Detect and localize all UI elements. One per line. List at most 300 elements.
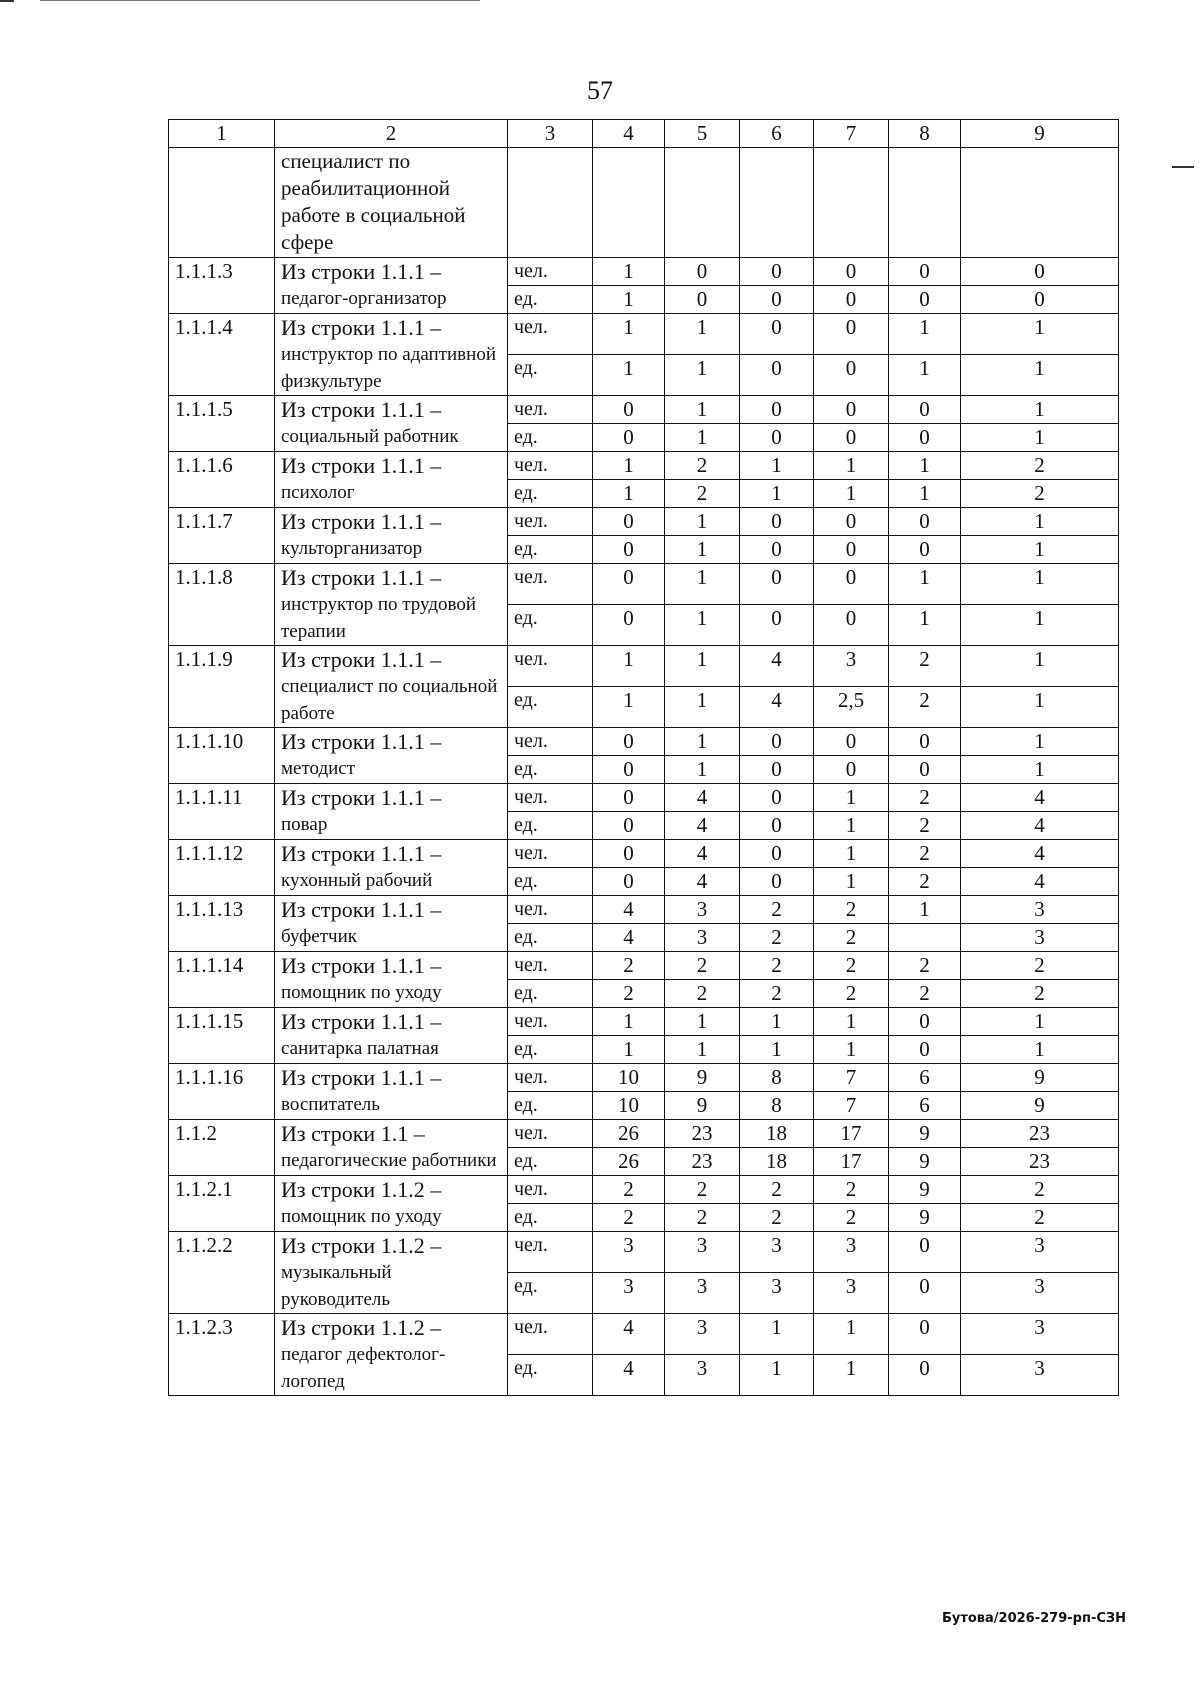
value-cell: 1 — [593, 258, 665, 286]
row-title: Из строки 1.1.1 – — [281, 397, 442, 422]
value-cell: 6 — [889, 1092, 961, 1120]
value-cell: 0 — [814, 258, 889, 286]
table-row — [169, 1176, 1119, 1204]
value-cell: 2 — [593, 952, 665, 980]
value-cell: 4 — [665, 840, 740, 868]
value-cell: 0 — [665, 286, 740, 314]
row-title: Из строки 1.1.1 – — [281, 785, 442, 810]
value-cell: 0 — [593, 868, 665, 896]
value-cell: 0 — [740, 258, 814, 286]
value-cell: 17 — [814, 1148, 889, 1176]
row-code: 1.1.1.5 — [169, 396, 275, 452]
unit-cell: ед. — [508, 756, 593, 784]
value-cell: 1 — [961, 646, 1119, 687]
unit-cell: чел. — [508, 952, 593, 980]
value-cell: 2 — [740, 924, 814, 952]
value-cell: 2 — [889, 812, 961, 840]
value-cell: 0 — [740, 314, 814, 355]
value-cell: 1 — [665, 536, 740, 564]
value-cell: 3 — [740, 1273, 814, 1314]
value-cell: 0 — [814, 536, 889, 564]
table-row — [169, 1064, 1119, 1092]
value-cell: 0 — [889, 1008, 961, 1036]
value-cell: 1 — [593, 1008, 665, 1036]
row-title: Из строки 1.1.1 – — [281, 953, 442, 978]
row-code: 1.1.1.14 — [169, 952, 275, 1008]
value-cell: 0 — [889, 508, 961, 536]
value-cell: 1 — [740, 1355, 814, 1396]
value-cell: 2 — [665, 980, 740, 1008]
value-cell: 0 — [593, 536, 665, 564]
value-cell: 0 — [740, 355, 814, 396]
table-row — [169, 1232, 1119, 1273]
value-cell: 1 — [593, 646, 665, 687]
value-cell: 1 — [961, 1008, 1119, 1036]
value-cell: 1 — [665, 605, 740, 646]
table-row — [169, 564, 1119, 605]
value-cell: 1 — [961, 756, 1119, 784]
value-cell: 2 — [889, 646, 961, 687]
row-code: 1.1.1.15 — [169, 1008, 275, 1064]
value-cell: 4 — [665, 812, 740, 840]
table-row — [169, 952, 1119, 980]
scan-artifact-right-dash — [1172, 166, 1194, 168]
value-cell: 0 — [593, 396, 665, 424]
row-code: 1.1.1.10 — [169, 728, 275, 784]
unit-cell: чел. — [508, 1232, 593, 1273]
value-cell: 0 — [889, 424, 961, 452]
value-cell: 10 — [593, 1092, 665, 1120]
value-cell: 2 — [961, 1176, 1119, 1204]
value-cell — [889, 148, 961, 258]
row-code: 1.1.1.16 — [169, 1064, 275, 1120]
value-cell: 2 — [889, 687, 961, 728]
column-number: 6 — [740, 120, 814, 148]
unit-cell: чел. — [508, 508, 593, 536]
row-title-cell — [275, 452, 508, 508]
value-cell: 1 — [593, 355, 665, 396]
value-cell — [889, 924, 961, 952]
value-cell: 4 — [961, 812, 1119, 840]
unit-cell: ед. — [508, 812, 593, 840]
row-title-cell — [275, 1176, 508, 1232]
value-cell: 1 — [814, 1008, 889, 1036]
table-row — [169, 784, 1119, 812]
value-cell: 0 — [740, 728, 814, 756]
value-cell: 1 — [814, 868, 889, 896]
scan-artifact-top-rule — [40, 0, 480, 1]
value-cell: 1 — [889, 564, 961, 605]
column-number: 1 — [169, 120, 275, 148]
value-cell: 1 — [665, 355, 740, 396]
row-title: Из строки 1.1.1 – — [281, 315, 442, 340]
unit-cell: чел. — [508, 396, 593, 424]
value-cell: 3 — [665, 924, 740, 952]
value-cell: 2 — [814, 980, 889, 1008]
value-cell: 0 — [593, 840, 665, 868]
table-row — [169, 1314, 1119, 1355]
value-cell: 2 — [740, 952, 814, 980]
row-subtitle: буфетчик — [281, 926, 357, 947]
value-cell: 0 — [814, 605, 889, 646]
value-cell: 3 — [961, 1273, 1119, 1314]
value-cell: 1 — [740, 1008, 814, 1036]
row-subtitle: педагог-организатор — [281, 288, 447, 309]
value-cell: 1 — [593, 286, 665, 314]
column-number: 2 — [275, 120, 508, 148]
value-cell: 0 — [740, 396, 814, 424]
row-title-cell — [275, 784, 508, 840]
value-cell: 17 — [814, 1120, 889, 1148]
table-row — [169, 314, 1119, 355]
table-row — [169, 452, 1119, 480]
value-cell: 1 — [961, 355, 1119, 396]
value-cell: 2 — [961, 452, 1119, 480]
value-cell: 2 — [740, 980, 814, 1008]
table-row — [169, 1120, 1119, 1148]
value-cell: 0 — [593, 728, 665, 756]
value-cell: 0 — [814, 508, 889, 536]
value-cell: 1 — [665, 564, 740, 605]
row-subtitle: санитарка палатная — [281, 1038, 439, 1059]
column-number: 8 — [889, 120, 961, 148]
value-cell: 9 — [889, 1120, 961, 1148]
value-cell: 8 — [740, 1064, 814, 1092]
value-cell: 7 — [814, 1092, 889, 1120]
value-cell: 2 — [814, 896, 889, 924]
row-code: 1.1.1.12 — [169, 840, 275, 896]
row-code: 1.1.1.11 — [169, 784, 275, 840]
value-cell: 1 — [814, 452, 889, 480]
unit-cell: чел. — [508, 784, 593, 812]
row-title-cell — [275, 258, 508, 314]
value-cell: 2 — [593, 1176, 665, 1204]
value-cell: 1 — [961, 536, 1119, 564]
value-cell: 0 — [740, 424, 814, 452]
value-cell: 0 — [889, 258, 961, 286]
value-cell: 0 — [889, 1355, 961, 1396]
value-cell: 1 — [665, 424, 740, 452]
row-title-cell — [275, 646, 508, 728]
value-cell: 0 — [889, 1232, 961, 1273]
value-cell: 1 — [665, 396, 740, 424]
column-number: 3 — [508, 120, 593, 148]
value-cell: 0 — [593, 756, 665, 784]
value-cell: 0 — [961, 286, 1119, 314]
value-cell: 3 — [814, 1273, 889, 1314]
unit-cell: ед. — [508, 980, 593, 1008]
value-cell: 0 — [593, 508, 665, 536]
row-title: Из строки 1.1.1 – — [281, 897, 442, 922]
value-cell: 0 — [889, 1273, 961, 1314]
value-cell: 2 — [740, 1204, 814, 1232]
value-cell — [814, 148, 889, 258]
table-body — [169, 148, 1119, 1396]
value-cell: 9 — [889, 1204, 961, 1232]
value-cell: 3 — [665, 1232, 740, 1273]
value-cell — [593, 148, 665, 258]
value-cell: 3 — [814, 1232, 889, 1273]
row-subtitle: инструктор по трудовой терапии — [281, 594, 477, 642]
unit-cell: ед. — [508, 480, 593, 508]
value-cell: 1 — [961, 1036, 1119, 1064]
table-row — [169, 396, 1119, 424]
unit-cell: чел. — [508, 840, 593, 868]
value-cell: 0 — [593, 605, 665, 646]
value-cell: 1 — [665, 508, 740, 536]
value-cell: 9 — [889, 1148, 961, 1176]
value-cell: 9 — [961, 1064, 1119, 1092]
row-title-cell — [275, 728, 508, 784]
unit-cell: ед. — [508, 1148, 593, 1176]
column-number: 7 — [814, 120, 889, 148]
value-cell: 1 — [889, 452, 961, 480]
row-title: Из строки 1.1.1 – — [281, 509, 442, 534]
value-cell: 4 — [961, 840, 1119, 868]
value-cell: 0 — [889, 396, 961, 424]
value-cell — [961, 148, 1119, 258]
row-title: Из строки 1.1.1 – — [281, 647, 442, 672]
value-cell: 1 — [961, 314, 1119, 355]
value-cell: 0 — [814, 396, 889, 424]
row-code: 1.1.1.4 — [169, 314, 275, 396]
row-subtitle: педагогические работники — [281, 1150, 497, 1171]
value-cell: 1 — [889, 314, 961, 355]
unit-cell: чел. — [508, 1120, 593, 1148]
value-cell: 6 — [889, 1064, 961, 1092]
value-cell: 4 — [593, 1355, 665, 1396]
value-cell: 0 — [740, 840, 814, 868]
unit-cell: ед. — [508, 1273, 593, 1314]
table-row — [169, 258, 1119, 286]
column-number: 9 — [961, 120, 1119, 148]
value-cell: 2 — [889, 840, 961, 868]
row-title: Из строки 1.1.1 – — [281, 453, 442, 478]
table-row — [169, 896, 1119, 924]
row-title: Из строки 1.1 – — [281, 1121, 425, 1146]
row-subtitle: культорганизатор — [281, 538, 423, 559]
value-cell: 1 — [961, 396, 1119, 424]
value-cell: 1 — [889, 480, 961, 508]
value-cell: 0 — [593, 784, 665, 812]
row-title: Из строки 1.1.2 – — [281, 1177, 442, 1202]
value-cell — [665, 148, 740, 258]
row-title-cell — [275, 1232, 508, 1314]
row-code: 1.1.2.2 — [169, 1232, 275, 1314]
value-cell: 1 — [961, 728, 1119, 756]
row-code: 1.1.1.6 — [169, 452, 275, 508]
table-row — [169, 1008, 1119, 1036]
value-cell: 3 — [961, 1355, 1119, 1396]
value-cell: 2 — [961, 480, 1119, 508]
unit-cell: чел. — [508, 452, 593, 480]
value-cell: 2 — [889, 868, 961, 896]
value-cell: 1 — [961, 605, 1119, 646]
table-row — [169, 840, 1119, 868]
unit-cell: ед. — [508, 868, 593, 896]
value-cell: 10 — [593, 1064, 665, 1092]
value-cell: 4 — [740, 687, 814, 728]
value-cell: 2 — [961, 1204, 1119, 1232]
row-code: 1.1.1.9 — [169, 646, 275, 728]
value-cell: 0 — [889, 286, 961, 314]
row-title-cell — [275, 1120, 508, 1176]
value-cell: 1 — [889, 896, 961, 924]
row-title: Из строки 1.1.1 – — [281, 565, 442, 590]
value-cell: 0 — [889, 536, 961, 564]
value-cell: 0 — [814, 286, 889, 314]
table-row — [169, 646, 1119, 687]
value-cell: 1 — [814, 812, 889, 840]
row-code: 1.1.2 — [169, 1120, 275, 1176]
column-number: 5 — [665, 120, 740, 148]
row-code: 1.1.2.3 — [169, 1314, 275, 1396]
value-cell: 1 — [889, 605, 961, 646]
column-number: 4 — [593, 120, 665, 148]
value-cell: 0 — [814, 728, 889, 756]
value-cell: 3 — [665, 1273, 740, 1314]
value-cell: 1 — [665, 728, 740, 756]
unit-cell: чел. — [508, 314, 593, 355]
value-cell: 18 — [740, 1120, 814, 1148]
value-cell: 0 — [814, 314, 889, 355]
value-cell: 1 — [814, 480, 889, 508]
row-subtitle: психолог — [281, 482, 355, 503]
value-cell: 8 — [740, 1092, 814, 1120]
document-reference: Бутова/2026-279-рп-СЗН — [941, 1611, 1126, 1626]
value-cell: 0 — [814, 756, 889, 784]
value-cell: 0 — [593, 424, 665, 452]
value-cell: 0 — [814, 564, 889, 605]
value-cell: 0 — [593, 812, 665, 840]
value-cell: 2 — [889, 980, 961, 1008]
row-subtitle: инструктор по адаптивной физкультуре — [281, 344, 496, 392]
row-code: 1.1.1.3 — [169, 258, 275, 314]
value-cell: 23 — [665, 1148, 740, 1176]
value-cell: 2 — [814, 1176, 889, 1204]
value-cell: 0 — [889, 1314, 961, 1355]
value-cell: 0 — [814, 355, 889, 396]
unit-cell: чел. — [508, 1008, 593, 1036]
value-cell: 1 — [961, 424, 1119, 452]
unit-cell: чел. — [508, 728, 593, 756]
value-cell: 3 — [665, 1355, 740, 1396]
staffing-table — [168, 119, 1119, 1396]
value-cell: 2 — [665, 480, 740, 508]
value-cell: 9 — [961, 1092, 1119, 1120]
row-title-cell — [275, 396, 508, 452]
value-cell: 2,5 — [814, 687, 889, 728]
row-title-cell — [275, 896, 508, 952]
row-title: Из строки 1.1.2 – — [281, 1233, 442, 1258]
unit-cell: чел. — [508, 1176, 593, 1204]
value-cell: 0 — [889, 756, 961, 784]
row-code: 1.1.1.13 — [169, 896, 275, 952]
table-row — [169, 728, 1119, 756]
value-cell: 2 — [665, 952, 740, 980]
unit-cell: ед. — [508, 1036, 593, 1064]
value-cell: 2 — [665, 452, 740, 480]
unit-cell: чел. — [508, 896, 593, 924]
continuation-text: специалист по реабилитационной работе в социальной сфере — [275, 148, 508, 258]
value-cell: 0 — [740, 605, 814, 646]
value-cell: 4 — [593, 1314, 665, 1355]
value-cell: 9 — [665, 1092, 740, 1120]
unit-cell: ед. — [508, 924, 593, 952]
value-cell: 2 — [593, 1204, 665, 1232]
page-number: 57 — [587, 76, 613, 105]
row-code: 1.1.1.8 — [169, 564, 275, 646]
value-cell: 1 — [593, 687, 665, 728]
value-cell: 1 — [961, 687, 1119, 728]
value-cell: 2 — [814, 1204, 889, 1232]
value-cell: 1 — [665, 646, 740, 687]
unit-cell: ед. — [508, 605, 593, 646]
unit-cell: ед. — [508, 1204, 593, 1232]
value-cell: 3 — [665, 1314, 740, 1355]
value-cell: 4 — [961, 784, 1119, 812]
row-title: Из строки 1.1.1 – — [281, 259, 442, 284]
value-cell: 7 — [814, 1064, 889, 1092]
value-cell: 9 — [889, 1176, 961, 1204]
row-subtitle: помощник по уходу — [281, 982, 442, 1003]
unit-cell: ед. — [508, 286, 593, 314]
row-code-cell — [169, 148, 275, 258]
value-cell: 3 — [665, 896, 740, 924]
value-cell: 1 — [814, 1314, 889, 1355]
value-cell: 3 — [593, 1273, 665, 1314]
row-subtitle: педагог дефектолог-логопед — [281, 1344, 446, 1392]
value-cell: 1 — [740, 480, 814, 508]
value-cell: 2 — [740, 1176, 814, 1204]
row-title-cell — [275, 1008, 508, 1064]
unit-cell: ед. — [508, 536, 593, 564]
value-cell: 1 — [961, 564, 1119, 605]
value-cell: 4 — [665, 784, 740, 812]
row-title-cell — [275, 314, 508, 396]
value-cell: 0 — [961, 258, 1119, 286]
value-cell: 0 — [665, 258, 740, 286]
value-cell: 0 — [740, 536, 814, 564]
row-title: Из строки 1.1.1 – — [281, 1065, 442, 1090]
value-cell: 1 — [889, 355, 961, 396]
value-cell: 2 — [961, 952, 1119, 980]
value-cell: 1 — [593, 480, 665, 508]
row-subtitle: специалист по социальной работе — [281, 676, 498, 724]
unit-cell: чел. — [508, 1314, 593, 1355]
value-cell: 4 — [961, 868, 1119, 896]
row-subtitle: музыкальный руководитель — [281, 1262, 392, 1310]
value-cell: 1 — [593, 1036, 665, 1064]
value-cell: 2 — [814, 924, 889, 952]
value-cell: 26 — [593, 1148, 665, 1176]
row-subtitle: воспитатель — [281, 1094, 380, 1115]
value-cell: 1 — [740, 1036, 814, 1064]
row-title-cell — [275, 840, 508, 896]
unit-cell: ед. — [508, 424, 593, 452]
value-cell: 2 — [593, 980, 665, 1008]
value-cell: 23 — [961, 1120, 1119, 1148]
value-cell: 3 — [814, 646, 889, 687]
row-subtitle: методист — [281, 758, 356, 779]
unit-cell: ед. — [508, 1355, 593, 1396]
value-cell: 23 — [961, 1148, 1119, 1176]
row-title-cell — [275, 508, 508, 564]
row-title-cell — [275, 952, 508, 1008]
row-title: Из строки 1.1.1 – — [281, 841, 442, 866]
value-cell: 2 — [889, 784, 961, 812]
value-cell: 2 — [740, 896, 814, 924]
